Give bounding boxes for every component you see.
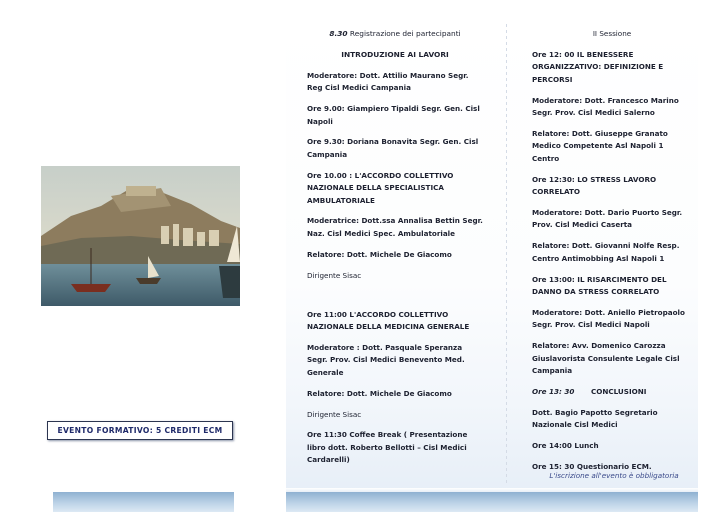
moderatore-pietropaolo: Moderatore: Dott. Aniello Pietropaolo Segr. Prov. Cisl Medici Napoli <box>532 307 685 330</box>
left-footer-bar <box>53 492 234 512</box>
credits-badge: EVENTO FORMATIVO: 5 CREDITI ECM <box>47 421 233 440</box>
dirigente-sisac-1: Dirigente Sisac <box>307 270 362 280</box>
ore-1100-accordo: Ore 11:00 L'ACCORDO COLLETTIVO NAZIONALE DELLA MEDICINA GENERALE <box>307 309 470 331</box>
column-divider <box>506 24 507 484</box>
registration-line <box>307 28 483 40</box>
ore-930-bonavita: Ore 9.30: Doriana Bonavita Segr. Gen. Cisl Campania <box>307 137 479 159</box>
papotto-line: Dott. Bagio Papotto Segretario Nazionale Cisl Medici <box>532 407 658 430</box>
intro-title: INTRODUZIONE AI LAVORI <box>341 49 449 59</box>
ore-1330-label: Ore 13: 30 <box>532 386 575 396</box>
registration-time: 8.30 <box>329 29 348 38</box>
moderatrice-bettin: Moderatrice: Dott.ssa Annalisa Bettin Segr. Naz. Cisl Medici Spec. Ambulatoriale <box>307 216 483 238</box>
ore-1400-lunch: Ore 14:00 Lunch <box>532 441 599 451</box>
ore-1130-coffee-break: Ore 11:30 Coffee Break ( Presentazione libro dott. Roberto Bellotti – Cisl Medici Cardarelli) <box>307 430 468 465</box>
dirigente-sisac-2: Dirigente Sisac <box>307 409 362 419</box>
ore-1200-benessere: Ore 12: 00 IL BENESSERE ORGANIZZATIVO: DEFINIZIONE E PERCORSI <box>532 49 664 84</box>
relatore-de-giacomo-1: Relatore: Dott. Michele De Giacomo <box>307 249 452 259</box>
harbor-painting-image <box>41 166 240 306</box>
right-footer-bar <box>286 492 698 512</box>
session-title: II Sessione <box>592 29 632 38</box>
moderator-maurano: Moderatore: Dott. Attilio Maurano Segr. Reg Cisl Medici Campania <box>307 70 469 93</box>
ore-1530-questionario: Ore 15: 30 Questionario ECM. <box>532 462 652 472</box>
registration-text: Registrazione dei partecipanti <box>349 29 461 38</box>
program-column-right <box>532 28 692 482</box>
relatore-granato: Relatore: Dott. Giuseppe Granato Medico Competente Asl Napoli 1 Centro <box>532 128 668 163</box>
moderatore-marino: Moderatore: Dott. Francesco Marino Segr. Prov. Cisl Medici Salerno <box>532 95 679 118</box>
ore-1230-stress: Ore 12:30: LO STRESS LAVORO CORRELATO <box>532 174 657 197</box>
moderatore-speranza: Moderatore : Dott. Pasquale Speranza Segr. Prov. Cisl Medici Benevento Med. Generale <box>307 342 465 377</box>
ore-1330-text: CONCLUSIONI <box>590 386 647 396</box>
ore-1000-accordo: Ore 10.00 : L'ACCORDO COLLETTIVO NAZIONALE DELLA SPECIALISTICA AMBULATORIALE <box>307 170 454 205</box>
moderatore-puorto: Moderatore: Dott. Dario Puorto Segr. Prov. Cisl Medici Caserta <box>532 207 683 230</box>
ore-1300-risarcimento: Ore 13:00: IL RISARCIMENTO DEL DANNO DA STRESS CORRELATO <box>532 274 667 296</box>
relatore-nolfe: Relatore: Dott. Giovanni Nolfe Resp. Centro Antimobbing Asl Napoli 1 <box>532 241 680 263</box>
ore-900-tipaldi: Ore 9.00: Giampiero Tipaldi Segr. Gen. Cisl Napoli <box>307 104 480 126</box>
relatore-de-giacomo-2: Relatore: Dott. Michele De Giacomo <box>307 388 452 398</box>
registration-required-note: L'iscrizione all'evento è obbligatoria <box>549 471 679 480</box>
relatore-carozza: Relatore: Avv. Domenico Carozza Giuslavorista Consulente Legale Cisl Campania <box>532 341 680 376</box>
ore-1330-conclusioni <box>532 386 692 398</box>
program-column-left <box>307 28 483 475</box>
